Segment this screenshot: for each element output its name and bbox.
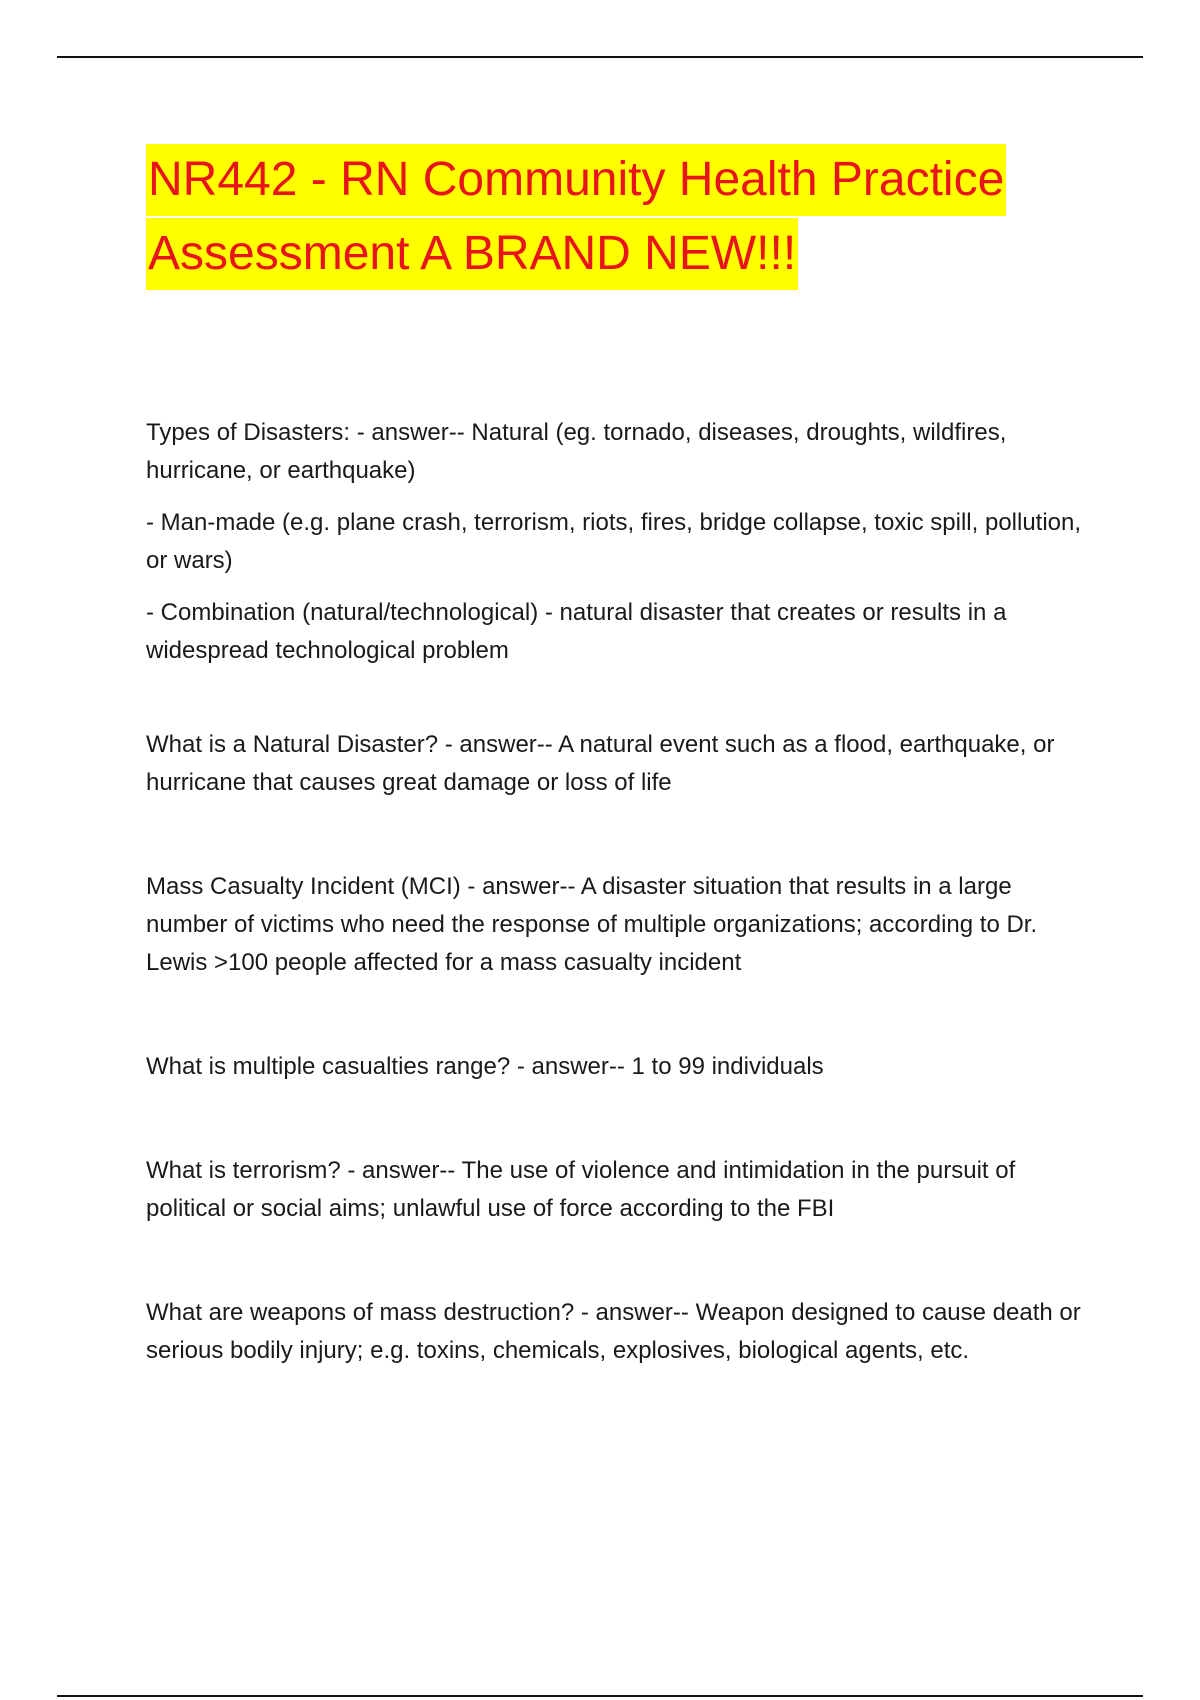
title-line-1: NR442 - RN Community Health Practice	[146, 144, 1006, 216]
entry-paragraph: - Combination (natural/technological) - natural disaster that creates or results in a widespread technological problem	[146, 599, 1007, 664]
entry-paragraph: What is terrorism? - answer-- The use of violence and intimidation in the pursuit of political or social aims; unlawful use of force according to the FBI	[146, 1157, 1016, 1222]
entry-paragraph: What is a Natural Disaster? - answer-- A natural event such as a flood, earthquake, or hurricane that causes great damage or loss of life	[146, 731, 1055, 796]
qa-entry-natural-disaster	[146, 726, 1090, 802]
spacer	[146, 996, 1090, 1048]
qa-entry-types-of-disasters	[146, 414, 1090, 670]
qa-entry-multiple-casualties	[146, 1048, 1090, 1086]
spacer	[146, 684, 1090, 726]
spacer	[146, 1242, 1090, 1294]
entry-paragraph: What is multiple casualties range? - answer-- 1 to 99 individuals	[146, 1053, 824, 1080]
entry-paragraph: Types of Disasters: - answer-- Natural (eg. tornado, diseases, droughts, wildfires, hurricane, or earthquake)	[146, 419, 1007, 484]
entry-paragraph: Mass Casualty Incident (MCI) - answer-- A disaster situation that results in a large number of victims who need the response of multiple organizations; according to Dr. Lewis >100 people affected for a mass casualty incident	[146, 873, 1038, 976]
spacer	[146, 816, 1090, 868]
header-rule	[57, 56, 1143, 58]
qa-entry-mci	[146, 868, 1090, 982]
title-line-2: Assessment A BRAND NEW!!!	[146, 218, 798, 290]
qa-entry-wmd	[146, 1294, 1090, 1370]
spacer	[146, 1100, 1090, 1152]
entry-paragraph: - Man-made (e.g. plane crash, terrorism, riots, fires, bridge collapse, toxic spill, pollution, or wars)	[146, 509, 1082, 574]
document-body	[146, 414, 1090, 1384]
document-title	[146, 144, 1086, 290]
qa-entry-terrorism	[146, 1152, 1090, 1228]
footer-rule	[57, 1695, 1143, 1697]
entry-paragraph: What are weapons of mass destruction? - answer-- Weapon designed to cause death or serious bodily injury; e.g. toxins, chemicals, explosives, biological agents, etc.	[146, 1299, 1081, 1364]
